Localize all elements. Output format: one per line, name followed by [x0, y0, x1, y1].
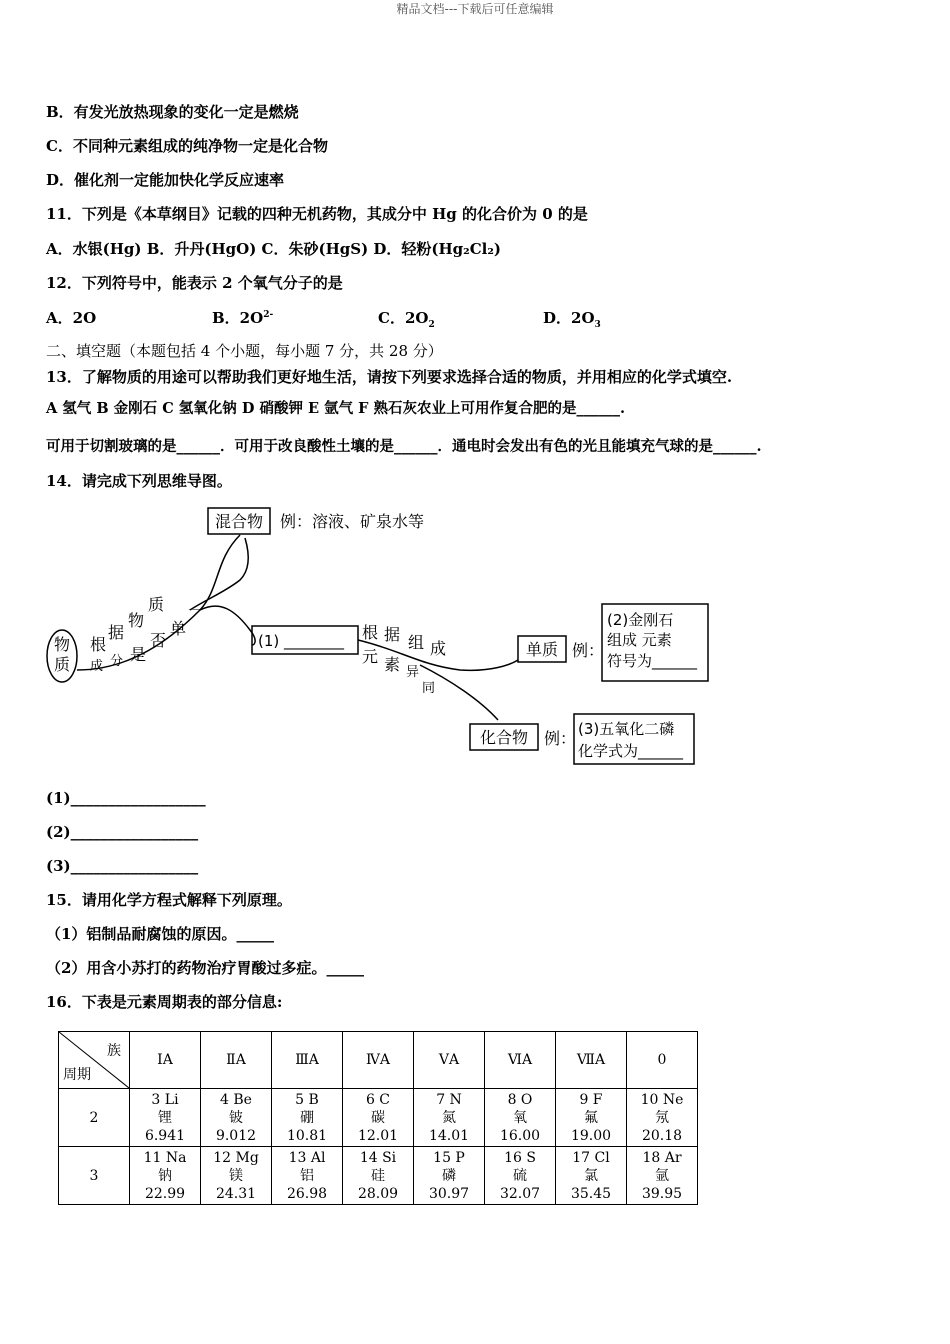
period-label: 3 — [59, 1147, 130, 1205]
branch1-char: 质 — [148, 595, 165, 614]
element-example-line: 组成 元素 — [607, 631, 672, 649]
element-mass: 28.09 — [357, 1185, 399, 1202]
group-header: ⅥA — [485, 1032, 556, 1089]
element-name: 碳 — [371, 1109, 385, 1126]
group-header: ⅦA — [556, 1032, 627, 1089]
question-14: 14．请完成下列思维导图。 — [46, 472, 232, 490]
element-mass: 9.012 — [215, 1127, 257, 1144]
branch2-char: 元 — [362, 647, 379, 666]
element-name: 镁 — [229, 1167, 243, 1184]
branch2-char: 成 — [430, 639, 447, 658]
period-label: 2 — [59, 1089, 130, 1147]
element-mass: 22.99 — [144, 1185, 186, 1202]
element-mass: 6.941 — [144, 1127, 186, 1144]
element-name: 氮 — [442, 1109, 456, 1126]
element-example-line: (2)金刚石 — [607, 611, 674, 629]
group-header: ⅤA — [414, 1032, 485, 1089]
section-2-title: 二、填空题（本题包括 4 个小题，每小题 7 分，共 28 分） — [46, 342, 443, 360]
compound-example-label: 例： — [544, 729, 577, 748]
element-name: 磷 — [442, 1167, 456, 1184]
element-mass: 35.45 — [570, 1185, 612, 1202]
element-number: 12 Mg — [213, 1149, 259, 1166]
element-mass: 19.00 — [570, 1127, 612, 1144]
question-12: 12．下列符号中，能表示 2 个氧气分子的是 — [46, 274, 343, 292]
option-c-line: C．不同种元素组成的纯净物一定是化合物 — [46, 137, 328, 155]
group-header: ⅠA — [130, 1032, 201, 1089]
periodic-table — [58, 1031, 698, 1205]
question-15-part-1: （1）铝制品耐腐蚀的原因。_____ — [46, 925, 274, 943]
element-label: 单质 — [525, 640, 559, 659]
element-name: 铍 — [229, 1109, 243, 1126]
compound-example-line: 化学式为______ — [578, 742, 684, 760]
element-cell — [201, 1089, 272, 1147]
question-12-option-d: D．$2O_3$ — [543, 309, 601, 330]
element-cell — [556, 1147, 627, 1205]
element-mass: 39.95 — [641, 1185, 683, 1202]
group-header: ⅡA — [201, 1032, 272, 1089]
question-11: 11．下列是《本草纲目》记载的四种无机药物，其成分中 Hg 的化合价为 0 的是 — [46, 205, 588, 223]
element-name: 钠 — [158, 1167, 172, 1184]
element-mass: 26.98 — [286, 1185, 328, 1202]
element-number: 7 N — [436, 1091, 462, 1108]
element-cell — [485, 1089, 556, 1147]
substance-char-1: 物 — [53, 635, 71, 654]
element-name: 铝 — [300, 1167, 314, 1184]
corner-group-label: 族 — [107, 1043, 121, 1059]
answer-2: (2)_________________ — [46, 823, 199, 841]
element-number: 18 Ar — [642, 1149, 682, 1166]
element-cell — [414, 1089, 485, 1147]
page-header: 精品文档---下载后可任意编辑 — [396, 2, 554, 16]
element-name: 硼 — [300, 1109, 314, 1126]
element-cell — [556, 1089, 627, 1147]
branch1-char: 分 — [110, 654, 124, 669]
element-example-line: 符号为______ — [607, 652, 698, 670]
question-13-options: A 氢气 B 金刚石 C 氢氧化钠 D 硝酸钾 E 氩气 F 熟石灰农业上可用作复合肥的是______. — [46, 400, 626, 417]
element-number: 9 F — [579, 1091, 603, 1108]
element-name: 氧 — [513, 1109, 527, 1126]
element-name: 硫 — [513, 1167, 527, 1184]
branch1-char: 单 — [170, 619, 187, 638]
branch2-char: 素 — [384, 655, 401, 674]
element-cell — [272, 1147, 343, 1205]
group-header: 0 — [627, 1032, 698, 1089]
branch1-char: 否 — [150, 631, 167, 650]
element-number: 3 Li — [151, 1091, 179, 1108]
blank-1-label: (1) ________ — [258, 632, 345, 650]
element-cell — [201, 1147, 272, 1205]
element-cell — [272, 1089, 343, 1147]
table-row — [59, 1147, 698, 1205]
element-cell — [130, 1147, 201, 1205]
element-number: 10 Ne — [640, 1091, 684, 1108]
element-cell — [627, 1147, 698, 1205]
element-mass: 32.07 — [499, 1185, 541, 1202]
substance-char-2: 质 — [53, 655, 71, 674]
element-number: 16 S — [504, 1149, 536, 1166]
element-name: 氟 — [584, 1109, 598, 1126]
question-12-option-a: A．2O — [46, 309, 97, 327]
element-cell — [485, 1147, 556, 1205]
question-11-options: A．水银(Hg) B．升丹(HgO) C．朱砂(HgS) D．轻粉(Hg₂Cl₂) — [46, 240, 502, 258]
element-name: 氖 — [655, 1109, 669, 1126]
question-12-option-c: C．$2O_2$ — [378, 309, 435, 330]
question-12-option-b: B．$2O^{2-}$ — [212, 309, 274, 327]
element-number: 15 P — [433, 1149, 465, 1166]
branch1-char: 物 — [128, 611, 145, 630]
element-mass: 20.18 — [641, 1127, 683, 1144]
branch1-char: 成 — [90, 659, 104, 674]
element-number: 14 Si — [359, 1149, 397, 1166]
option-d-line: D．催化剂一定能加快化学反应速率 — [46, 171, 285, 189]
compound-example-line: (3)五氧化二磷 — [578, 720, 675, 738]
element-number: 13 Al — [288, 1149, 326, 1166]
element-mass: 30.97 — [428, 1185, 470, 1202]
element-cell — [414, 1147, 485, 1205]
element-number: 6 C — [365, 1091, 391, 1108]
branch2-char: 组 — [408, 633, 425, 652]
element-number: 5 B — [295, 1091, 319, 1108]
element-number: 17 Cl — [572, 1149, 610, 1166]
question-15-part-2: （2）用含小苏打的药物治疗胃酸过多症。_____ — [46, 959, 364, 977]
mixture-example: 例：溶液、矿泉水等 — [280, 512, 425, 531]
question-16: 16．下表是元素周期表的部分信息: — [46, 993, 283, 1011]
element-name: 锂 — [158, 1109, 172, 1126]
element-mass: 14.01 — [428, 1127, 470, 1144]
branch1-char: 据 — [108, 623, 125, 642]
element-number: 11 Na — [143, 1149, 187, 1166]
compound-label: 化合物 — [479, 728, 529, 747]
element-cell — [343, 1089, 414, 1147]
question-15: 15．请用化学方程式解释下列原理。 — [46, 891, 292, 909]
table-corner — [59, 1032, 130, 1089]
element-cell — [130, 1089, 201, 1147]
element-cell — [343, 1147, 414, 1205]
answer-3: (3)_________________ — [46, 857, 199, 875]
mind-map — [40, 500, 740, 770]
branch1-char: 根 — [90, 635, 107, 654]
element-name: 氩 — [655, 1167, 669, 1184]
branch-line-mixture — [190, 538, 248, 610]
question-13-line-2: 可用于切割玻璃的是______．可用于改良酸性土壤的是______．通电时会发出有色的光且能填充气球的是______. — [46, 438, 762, 455]
branch2-char: 据 — [384, 625, 401, 644]
branch-line-pure — [200, 606, 255, 645]
element-mass: 16.00 — [499, 1127, 541, 1144]
element-cell — [627, 1089, 698, 1147]
answer-1: (1)__________________ — [46, 789, 206, 807]
corner-period-label: 周期 — [63, 1067, 91, 1083]
branch1-char: 一 — [188, 601, 205, 620]
element-mass: 10.81 — [286, 1127, 328, 1144]
element-mass: 24.31 — [215, 1185, 257, 1202]
element-name: 硅 — [371, 1167, 385, 1184]
element-number: 4 Be — [220, 1091, 252, 1108]
branch2-char: 异 — [406, 665, 420, 680]
branch2-char: 根 — [362, 623, 379, 642]
branch1-char: 是 — [130, 645, 147, 664]
group-header: ⅣA — [343, 1032, 414, 1089]
element-mass: 12.01 — [357, 1127, 399, 1144]
element-name: 氯 — [584, 1167, 598, 1184]
element-number: 8 O — [507, 1091, 533, 1108]
mixture-label: 混合物 — [214, 512, 264, 531]
question-13: 13．了解物质的用途可以帮助我们更好地生活，请按下列要求选择合适的物质，并用相应的化学式填空. — [46, 368, 733, 386]
branch2-char: 同 — [422, 681, 436, 696]
element-example-label: 例： — [572, 641, 605, 660]
table-row — [59, 1089, 698, 1147]
group-header: ⅢA — [272, 1032, 343, 1089]
option-b-line: B．有发光放热现象的变化一定是燃烧 — [46, 103, 299, 121]
